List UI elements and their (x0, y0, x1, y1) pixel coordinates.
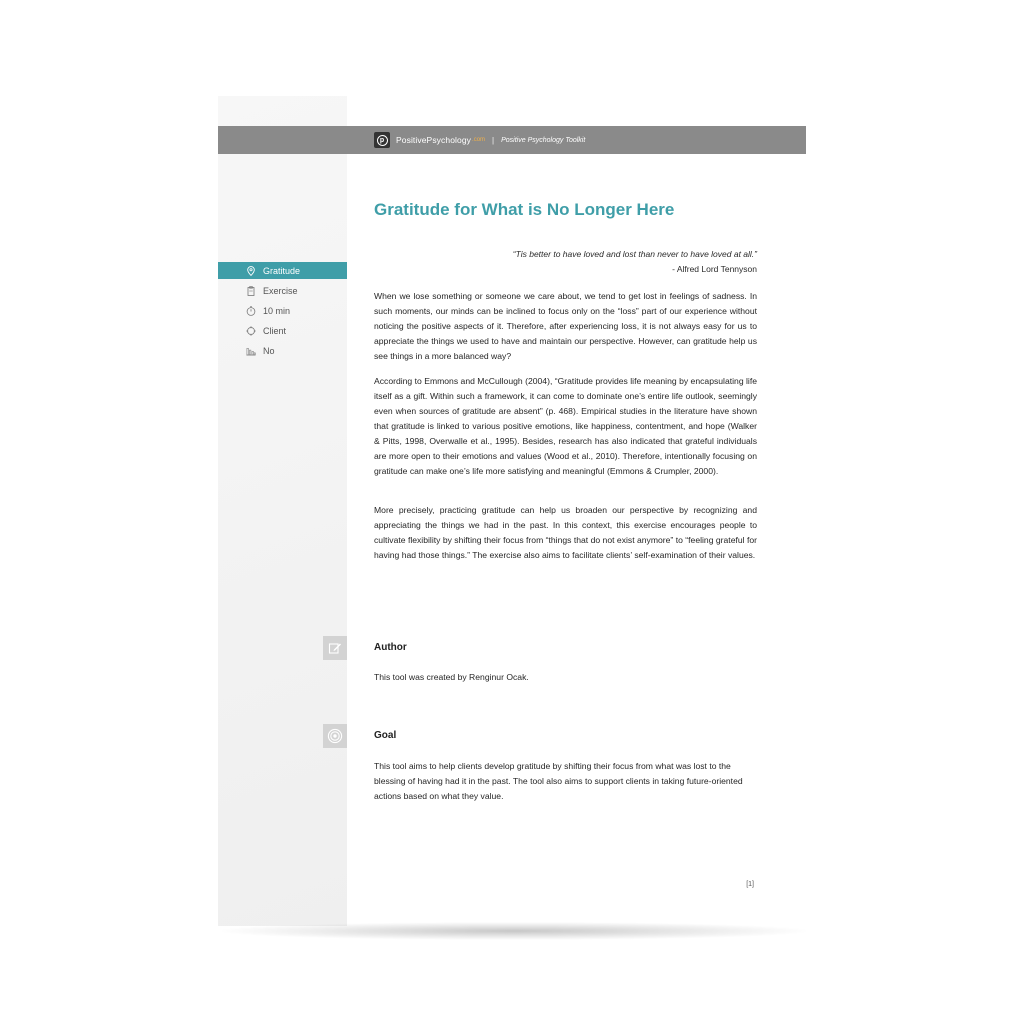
quote-text: “Tis better to have loved and lost than never to have loved at all.” (512, 249, 757, 259)
goal-text: This tool aims to help clients develop gratitude by shifting their focus from what was lost to the blessing of having had it in the past. The tool also aims to support clients in taking future-oriented actions based on what they value. (374, 761, 743, 801)
brand-name: PositivePsychology (396, 135, 472, 145)
document-page (218, 96, 806, 926)
sidebar-item-level (218, 342, 347, 359)
author-title: Author (374, 642, 407, 653)
bar-chart-icon (246, 346, 256, 356)
clipboard-icon (246, 286, 256, 296)
sidebar-item-exercise (218, 282, 347, 299)
sidebar-item-label: No (263, 345, 275, 356)
sidebar-item-label: Exercise (263, 285, 298, 296)
sidebar-item-duration (218, 302, 347, 319)
sidebar-item-client (218, 322, 347, 339)
header-bar (218, 126, 806, 154)
page-shadow (222, 922, 806, 940)
goal-title: Goal (374, 730, 397, 741)
paragraph-intro: When we lose something or someone we care about, we tend to get lost in feelings of sadness. In such moments, our minds can be inclined to focus only on the “loss” part of our experience without noticing the positive aspects of it. Therefore, after experiencing loss, it is not always easy for us to appreciate the things we used to have and maintain our perspective. However, can gratitude help us see things in a more balanced way? (374, 291, 757, 361)
quote (513, 247, 757, 277)
brand-domain: .com (472, 137, 486, 143)
target-icon (323, 724, 347, 748)
sidebar-item-label: Gratitude (263, 265, 301, 276)
timer-icon (246, 306, 256, 316)
brand (374, 131, 585, 149)
page-number: [1] (746, 881, 754, 888)
crosshair-icon (246, 326, 256, 336)
sidebar (218, 96, 347, 926)
brand-separator: | (492, 135, 495, 145)
quote-author: - Alfred Lord Tennyson (672, 264, 757, 274)
page-title: Gratitude for What is No Longer Here (374, 200, 675, 219)
paragraph-exercise: More precisely, practicing gratitude can help us broaden our perspective by recognizing and appreciating the things we had in the past. In this context, this exercise encourages people to cultivate flexibility by shifting their focus from “things that do not exist anymore” to “feeling grateful for having had those things.” The exercise also aims to facilitate clients’ self-examination of their values. (374, 505, 757, 560)
location-pin-icon (246, 266, 256, 276)
edit-icon (323, 636, 347, 660)
paragraph-research: According to Emmons and McCullough (2004), “Gratitude provides life meaning by encapsulating life itself as a gift. Within such a framework, it can come to dominate one’s entire life outlook, seemingly even when sources of gratitude are absent” (p. 468). Empirical studies in the literature have shown that gratitude is linked to various positive emotions, like happiness, contentment, and hope (Walker & Pitts, 1998, Overwalle et al., 1995). Besides, research has also indicated that grateful individuals are more open to their emotions and values (Wood et al., 2010). Therefore, intentionally focusing on gratitude can make one’s life more satisfying and meaningful (Emmons & Crumpler, 2000). (374, 376, 757, 476)
sidebar-items (218, 262, 347, 362)
author-text: This tool was created by Renginur Ocak. (374, 672, 529, 682)
brand-tagline: Positive Psychology Toolkit (501, 136, 586, 144)
sidebar-item-gratitude (218, 262, 347, 279)
sidebar-item-label: Client (263, 325, 287, 336)
sidebar-item-label: 10 min (263, 305, 291, 316)
brand-logo-icon: p (374, 132, 390, 148)
